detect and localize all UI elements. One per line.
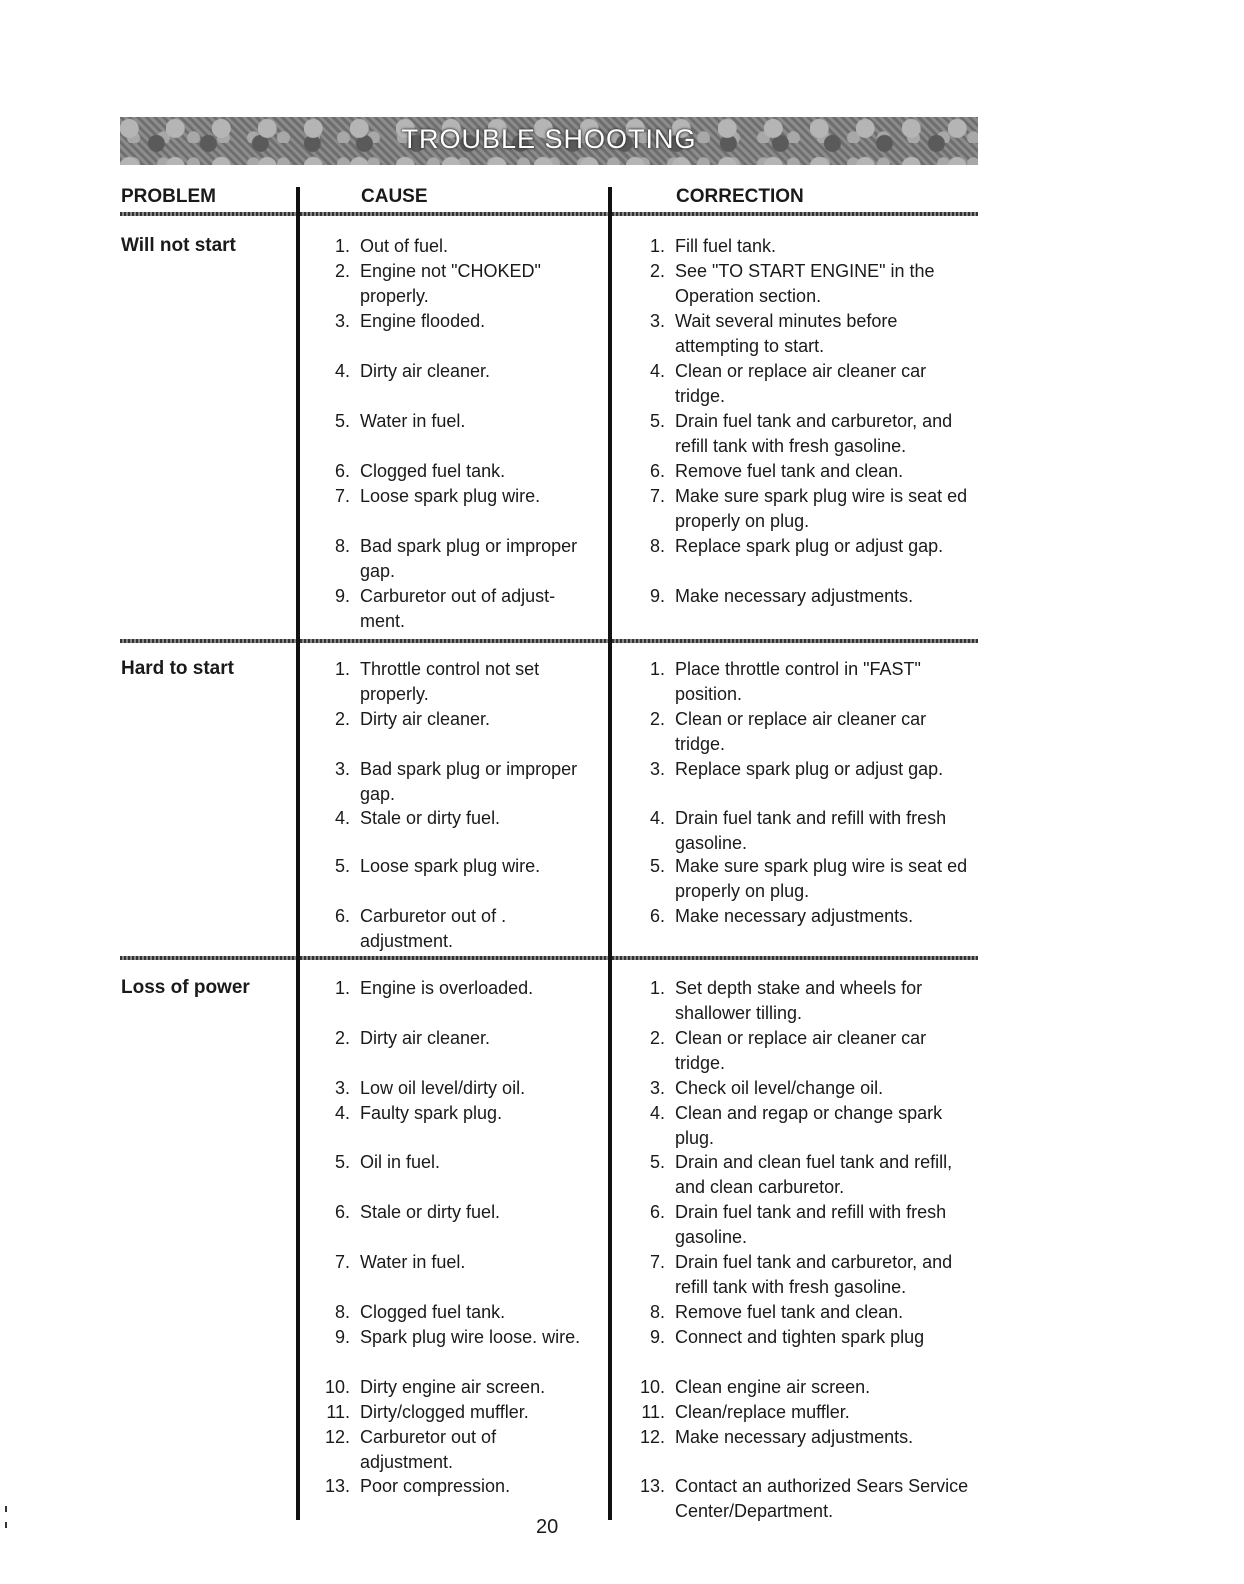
cause-number: 11.	[326, 1402, 350, 1422]
correction-item	[649, 1325, 975, 1350]
cause-text: Carburetor out of . adjustment.	[360, 906, 507, 951]
correction-item	[649, 1300, 975, 1325]
cause-item	[334, 657, 582, 707]
cause-item	[334, 904, 582, 954]
correction-number: 5.	[649, 1152, 665, 1172]
cause-text: Clogged fuel tank.	[360, 461, 506, 481]
problem-label: Hard to start	[121, 658, 234, 679]
correction-text: Make sure spark plug wire is seat ed properly on plug.	[675, 856, 968, 901]
correction-item	[649, 534, 975, 559]
correction-number: 4.	[649, 1103, 665, 1123]
cause-text: Water in fuel.	[360, 1252, 466, 1272]
cause-number: 3.	[334, 759, 350, 779]
page-number: 20	[536, 1516, 559, 1538]
cause-text: Dirty/clogged muffler.	[360, 1402, 529, 1422]
cause-text: Engine not "CHOKED" properly.	[360, 261, 541, 306]
cause-item	[334, 1026, 582, 1051]
correction-text: Replace spark plug or adjust gap.	[675, 536, 944, 556]
cause-text: Dirty engine air screen.	[360, 1377, 546, 1397]
header-rule	[120, 212, 978, 216]
cause-item	[334, 484, 582, 509]
cause-number: 9.	[334, 586, 350, 606]
correction-item	[649, 409, 975, 459]
correction-item	[649, 234, 975, 259]
correction-number: 9.	[649, 586, 665, 606]
correction-number: 7.	[649, 486, 665, 506]
cause-item	[334, 1150, 582, 1175]
correction-item	[649, 1250, 975, 1300]
correction-number: 10.	[639, 1377, 665, 1397]
correction-text: Remove fuel tank and clean.	[675, 461, 904, 481]
correction-number: 8.	[649, 536, 665, 556]
cause-number: 6.	[334, 906, 350, 926]
correction-item	[649, 1026, 975, 1076]
correction-number: 3.	[649, 311, 665, 331]
cause-number: 3.	[334, 1078, 350, 1098]
cause-text: Dirty air cleaner.	[360, 361, 491, 381]
cause-number: 5.	[334, 411, 350, 431]
cause-item	[334, 234, 582, 259]
correction-item	[641, 1400, 975, 1425]
cause-item	[334, 1076, 582, 1101]
correction-number: 9.	[649, 1327, 665, 1347]
correction-number: 6.	[649, 906, 665, 926]
cause-item	[334, 409, 582, 434]
title-banner	[120, 117, 978, 165]
cause-text: Stale or dirty fuel.	[360, 808, 501, 828]
correction-number: 1.	[649, 978, 665, 998]
cause-item	[334, 806, 582, 831]
cause-item	[334, 1325, 582, 1350]
correction-item	[649, 1150, 975, 1200]
cause-number: 2.	[334, 709, 350, 729]
correction-item	[649, 459, 975, 484]
cause-text: Engine flooded.	[360, 311, 486, 331]
correction-number: 3.	[649, 759, 665, 779]
cause-text: Water in fuel.	[360, 411, 466, 431]
correction-item	[649, 976, 975, 1026]
cause-number: 2.	[334, 261, 350, 281]
correction-text: Contact an authorized Sears Service Center/Department.	[675, 1476, 969, 1521]
correction-item	[639, 1375, 975, 1400]
correction-text: Drain fuel tank and refill with fresh gasoline.	[675, 1202, 947, 1247]
cause-number: 9.	[334, 1327, 350, 1347]
correction-item	[649, 757, 975, 782]
correction-number: 3.	[649, 1078, 665, 1098]
correction-item	[649, 484, 975, 534]
correction-text: Make sure spark plug wire is seat ed properly on plug.	[675, 486, 968, 531]
cause-text: Out of fuel.	[360, 236, 449, 256]
correction-number: 1.	[649, 236, 665, 256]
correction-text: Make necessary adjustments.	[675, 906, 914, 926]
cause-text: Engine is overloaded.	[360, 978, 534, 998]
cause-number: 1.	[334, 659, 350, 679]
cause-item	[324, 1375, 582, 1400]
cause-item	[334, 854, 582, 879]
column-divider	[608, 187, 612, 1520]
section-rule	[120, 956, 978, 960]
cause-number: 4.	[334, 1103, 350, 1123]
correction-item	[639, 1425, 975, 1450]
correction-number: 13.	[639, 1476, 665, 1496]
correction-number: 2.	[649, 709, 665, 729]
correction-item	[649, 806, 975, 856]
cause-item	[334, 1300, 582, 1325]
correction-item	[649, 359, 975, 409]
cause-text: Dirty air cleaner.	[360, 1028, 491, 1048]
cause-number: 8.	[334, 1302, 350, 1322]
margin-mark	[5, 1506, 7, 1512]
cause-number: 7.	[334, 486, 350, 506]
section-rule	[120, 639, 978, 643]
correction-item	[649, 309, 975, 359]
correction-number: 1.	[649, 659, 665, 679]
correction-item	[649, 1076, 975, 1101]
cause-item	[334, 1101, 582, 1126]
cause-number: 2.	[334, 1028, 350, 1048]
cause-text: Faulty spark plug.	[360, 1103, 503, 1123]
cause-number: 3.	[334, 311, 350, 331]
cause-item	[334, 707, 582, 732]
cause-number: 5.	[334, 1152, 350, 1172]
correction-text: Connect and tighten spark plug	[675, 1327, 925, 1347]
cause-item	[324, 1474, 582, 1499]
correction-item	[649, 657, 975, 707]
cause-text: Bad spark plug or improper gap.	[360, 759, 578, 804]
cause-item	[334, 309, 582, 334]
cause-text: Dirty air cleaner.	[360, 709, 491, 729]
cause-item	[334, 757, 582, 807]
cause-number: 5.	[334, 856, 350, 876]
correction-text: Remove fuel tank and clean.	[675, 1302, 904, 1322]
correction-text: Check oil level/change oil.	[675, 1078, 884, 1098]
correction-text: Clean and regap or change spark plug.	[675, 1103, 943, 1148]
correction-text: See "TO START ENGINE" in the Operation section.	[675, 261, 935, 306]
problem-label: Will not start	[121, 235, 236, 256]
cause-text: Loose spark plug wire.	[360, 486, 541, 506]
header-problem: PROBLEM	[121, 186, 216, 207]
cause-number: 10.	[324, 1377, 350, 1397]
correction-number: 6.	[649, 461, 665, 481]
cause-item	[334, 584, 582, 634]
cause-item	[334, 459, 582, 484]
correction-text: Place throttle control in "FAST" position.	[675, 659, 921, 704]
correction-item	[649, 259, 975, 309]
correction-number: 6.	[649, 1202, 665, 1222]
page-title: TROUBLE SHOOTING	[401, 124, 697, 154]
cause-text: Bad spark plug or improper gap.	[360, 536, 578, 581]
cause-item	[324, 1425, 582, 1475]
correction-item	[649, 1101, 975, 1151]
cause-text: Clogged fuel tank.	[360, 1302, 506, 1322]
correction-item	[649, 707, 975, 757]
cause-item	[334, 359, 582, 384]
cause-number: 7.	[334, 1252, 350, 1272]
cause-text: Throttle control not set properly.	[360, 659, 540, 704]
cause-number: 6.	[334, 461, 350, 481]
cause-number: 4.	[334, 361, 350, 381]
correction-text: Clean/replace muffler.	[675, 1402, 850, 1422]
cause-text: Low oil level/dirty oil.	[360, 1078, 526, 1098]
cause-number: 1.	[334, 236, 350, 256]
correction-text: Set depth stake and wheels for shallower tilling.	[675, 978, 923, 1023]
correction-item	[639, 1474, 975, 1524]
correction-item	[649, 584, 975, 609]
correction-text: Clean or replace air cleaner car tridge.	[675, 361, 927, 406]
cause-item	[334, 976, 582, 1001]
correction-number: 2.	[649, 1028, 665, 1048]
cause-text: Loose spark plug wire.	[360, 856, 541, 876]
cause-item	[334, 1250, 582, 1275]
cause-item	[334, 1200, 582, 1225]
cause-number: 6.	[334, 1202, 350, 1222]
correction-number: 8.	[649, 1302, 665, 1322]
correction-text: Clean engine air screen.	[675, 1377, 871, 1397]
cause-text: Spark plug wire loose. wire.	[360, 1327, 581, 1347]
cause-text: Stale or dirty fuel.	[360, 1202, 501, 1222]
correction-number: 7.	[649, 1252, 665, 1272]
correction-item	[649, 904, 975, 929]
correction-number: 2.	[649, 261, 665, 281]
correction-text: Drain fuel tank and carburetor, and refill tank with fresh gasoline.	[675, 411, 953, 456]
header-correction: CORRECTION	[676, 186, 804, 207]
correction-number: 12.	[639, 1427, 665, 1447]
cause-item	[334, 534, 582, 584]
correction-text: Drain fuel tank and refill with fresh gasoline.	[675, 808, 947, 853]
column-divider	[296, 187, 300, 1520]
correction-number: 5.	[649, 856, 665, 876]
problem-label: Loss of power	[121, 977, 250, 998]
correction-item	[649, 1200, 975, 1250]
correction-item	[649, 854, 975, 904]
cause-number: 12.	[324, 1427, 350, 1447]
correction-number: 5.	[649, 411, 665, 431]
correction-text: Drain and clean fuel tank and refill, and clean carburetor.	[675, 1152, 953, 1197]
correction-number: 11.	[641, 1402, 665, 1422]
correction-text: Make necessary adjustments.	[675, 586, 914, 606]
correction-text: Clean or replace air cleaner car tridge.	[675, 709, 927, 754]
cause-item	[334, 259, 582, 309]
correction-text: Replace spark plug or adjust gap.	[675, 759, 944, 779]
correction-number: 4.	[649, 361, 665, 381]
cause-text: Poor compression.	[360, 1476, 511, 1496]
header-cause: CAUSE	[361, 186, 428, 207]
cause-number: 13.	[324, 1476, 350, 1496]
correction-text: Fill fuel tank.	[675, 236, 777, 256]
cause-text: Oil in fuel.	[360, 1152, 441, 1172]
correction-text: Wait several minutes before attempting to start.	[675, 311, 898, 356]
correction-text: Drain fuel tank and carburetor, and refill tank with fresh gasoline.	[675, 1252, 953, 1297]
cause-text: Carburetor out of adjustment.	[360, 1427, 497, 1472]
cause-text: Carburetor out of adjust- ment.	[360, 586, 556, 631]
correction-text: Clean or replace air cleaner car tridge.	[675, 1028, 927, 1073]
correction-number: 4.	[649, 808, 665, 828]
cause-item	[326, 1400, 582, 1425]
cause-number: 1.	[334, 978, 350, 998]
cause-number: 8.	[334, 536, 350, 556]
margin-mark	[5, 1522, 7, 1528]
correction-text: Make necessary adjustments.	[675, 1427, 914, 1447]
cause-number: 4.	[334, 808, 350, 828]
